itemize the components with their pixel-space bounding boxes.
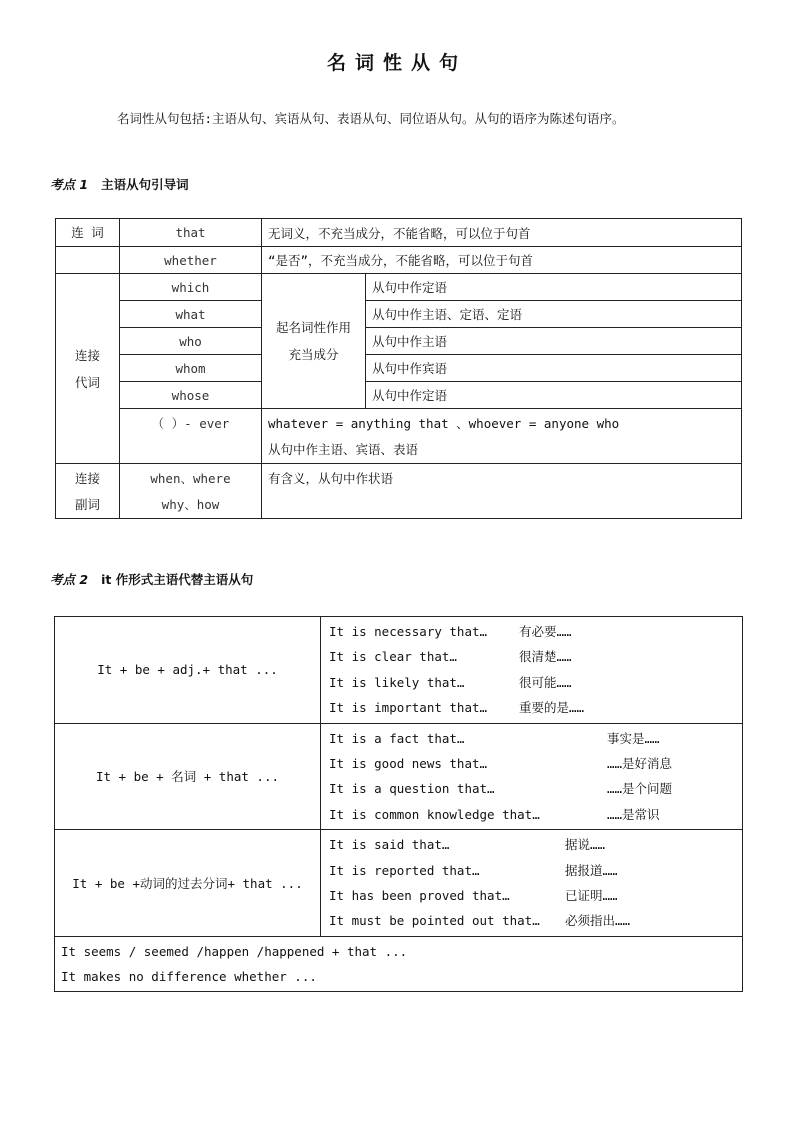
empty-cell: [56, 247, 120, 274]
example-cn: 很可能……: [519, 674, 572, 690]
desc-cell: 从句中作主语: [366, 328, 742, 355]
example-line: [329, 619, 742, 644]
example-en: It is common knowledge that…: [329, 806, 540, 822]
table-row: [56, 219, 742, 247]
example-line: [329, 858, 742, 883]
example-cn: 重要的是……: [519, 700, 585, 716]
example-cn: ……是个问题: [607, 781, 673, 797]
section-title: it 作形式主语代替主语从句: [101, 572, 254, 587]
example-en: It has been proved that…: [329, 887, 510, 903]
category-cell: [56, 464, 120, 519]
word-cell: who: [120, 328, 262, 355]
desc-cell: 从句中作定语: [366, 382, 742, 409]
section-prefix: 考点 2: [50, 572, 89, 587]
extra-pattern-line: It seems / seemed /happen /happened + that ...: [61, 943, 408, 959]
table-row: [55, 936, 743, 991]
pattern-cell: It + be + 名词 + that ...: [55, 723, 321, 830]
it-formal-subject-table: [54, 616, 743, 992]
example-cn: 据报道……: [565, 862, 618, 878]
desc-cell: “是否”，不充当成分，不能省略，可以位于句首: [262, 247, 742, 274]
example-line: [329, 751, 742, 776]
pattern-cell: It + be +动词的过去分词+ that ...: [55, 830, 321, 937]
extra-pattern-line: It makes no difference whether ...: [61, 968, 317, 984]
category-cell: [56, 274, 120, 464]
section-prefix: 考点 1: [50, 177, 89, 192]
table-row: [56, 247, 742, 274]
example-cn: 事实是……: [607, 730, 660, 746]
example-en: It must be pointed out that…: [329, 913, 540, 929]
example-cn: 据说……: [565, 837, 606, 853]
example-cn: 已证明……: [565, 887, 618, 903]
table-row: [56, 301, 742, 328]
word-cell: whose: [120, 382, 262, 409]
example-en: It is a question that…: [329, 781, 495, 797]
word-cell: whom: [120, 355, 262, 382]
examples-cell: [321, 723, 743, 830]
desc-cell: 无词义，不充当成分，不能省略，可以位于句首: [262, 219, 742, 247]
example-line: [329, 695, 742, 720]
section-heading-1: [50, 175, 189, 193]
example-line: [329, 670, 742, 695]
example-line: [329, 802, 742, 827]
example-cn: 必须指出……: [565, 913, 631, 929]
example-line: [329, 832, 742, 857]
section-heading-2: [50, 570, 253, 588]
example-line: [329, 726, 742, 751]
table-row: [56, 274, 742, 301]
category-label-line: 代词: [74, 374, 100, 390]
example-en: It is reported that…: [329, 862, 480, 878]
example-cn: 有必要……: [519, 624, 572, 639]
word-line: when、where: [150, 471, 231, 486]
word-cell: that: [120, 219, 262, 247]
example-en: It is clear that…: [329, 649, 457, 665]
table-row: [55, 723, 743, 830]
word-line: why、how: [161, 497, 220, 512]
desc-cell: 有含义，从句中作状语: [262, 464, 742, 519]
table-row: [56, 328, 742, 355]
extra-patterns-cell: [55, 936, 743, 991]
table-row: [56, 464, 742, 519]
example-en: It is necessary that…: [329, 624, 488, 639]
example-cn: ……是常识: [607, 806, 660, 822]
category-label-line: 连接: [74, 347, 100, 363]
page-title: 名词性从句: [326, 52, 467, 74]
section-title: 主语从句引导词: [101, 177, 189, 192]
table-row: [55, 617, 743, 724]
category-label-line: 副词: [74, 497, 100, 512]
desc-cell: 从句中作定语: [366, 274, 742, 301]
example-en: It is a fact that…: [329, 730, 465, 746]
word-cell: （ ）- ever: [120, 409, 262, 464]
example-line: [329, 776, 742, 801]
example-en: It is important that…: [329, 700, 488, 716]
table-row: [56, 382, 742, 409]
word-cell: which: [120, 274, 262, 301]
desc-cell: 从句中作宾语: [366, 355, 742, 382]
examples-cell: [321, 830, 743, 937]
subject-clause-conjunction-table: [55, 218, 742, 519]
example-cn: 很清楚……: [519, 649, 572, 665]
function-line: 起名词性作用: [275, 320, 351, 335]
word-cell: what: [120, 301, 262, 328]
desc-line: whatever = anything that 、whoever = anyone who: [268, 416, 620, 431]
function-line: 充当成分: [288, 347, 339, 362]
table-row: [55, 830, 743, 937]
example-line: [329, 908, 742, 933]
desc-cell: [262, 409, 742, 464]
intro-paragraph: 名词性从句包括:主语从句、宾语从句、表语从句、同位语从句。从句的语序为陈述句语序。: [117, 111, 625, 126]
example-line: [329, 883, 742, 908]
function-cell: [262, 274, 366, 409]
desc-line: 从句中作主语、宾语、表语: [268, 442, 419, 457]
category-cell: 连 词: [56, 219, 120, 247]
word-cell: [120, 464, 262, 519]
table-row: [56, 409, 742, 464]
example-en: It is likely that…: [329, 674, 465, 690]
example-en: It is said that…: [329, 837, 450, 853]
category-label-line: 连接: [74, 471, 100, 486]
example-en: It is good news that…: [329, 755, 488, 771]
pattern-cell: It + be + adj.+ that ...: [55, 617, 321, 724]
example-line: [329, 644, 742, 669]
table-row: [56, 355, 742, 382]
example-cn: ……是好消息: [607, 755, 673, 771]
word-cell: whether: [120, 247, 262, 274]
desc-cell: 从句中作主语、定语、定语: [366, 301, 742, 328]
examples-cell: [321, 617, 743, 724]
